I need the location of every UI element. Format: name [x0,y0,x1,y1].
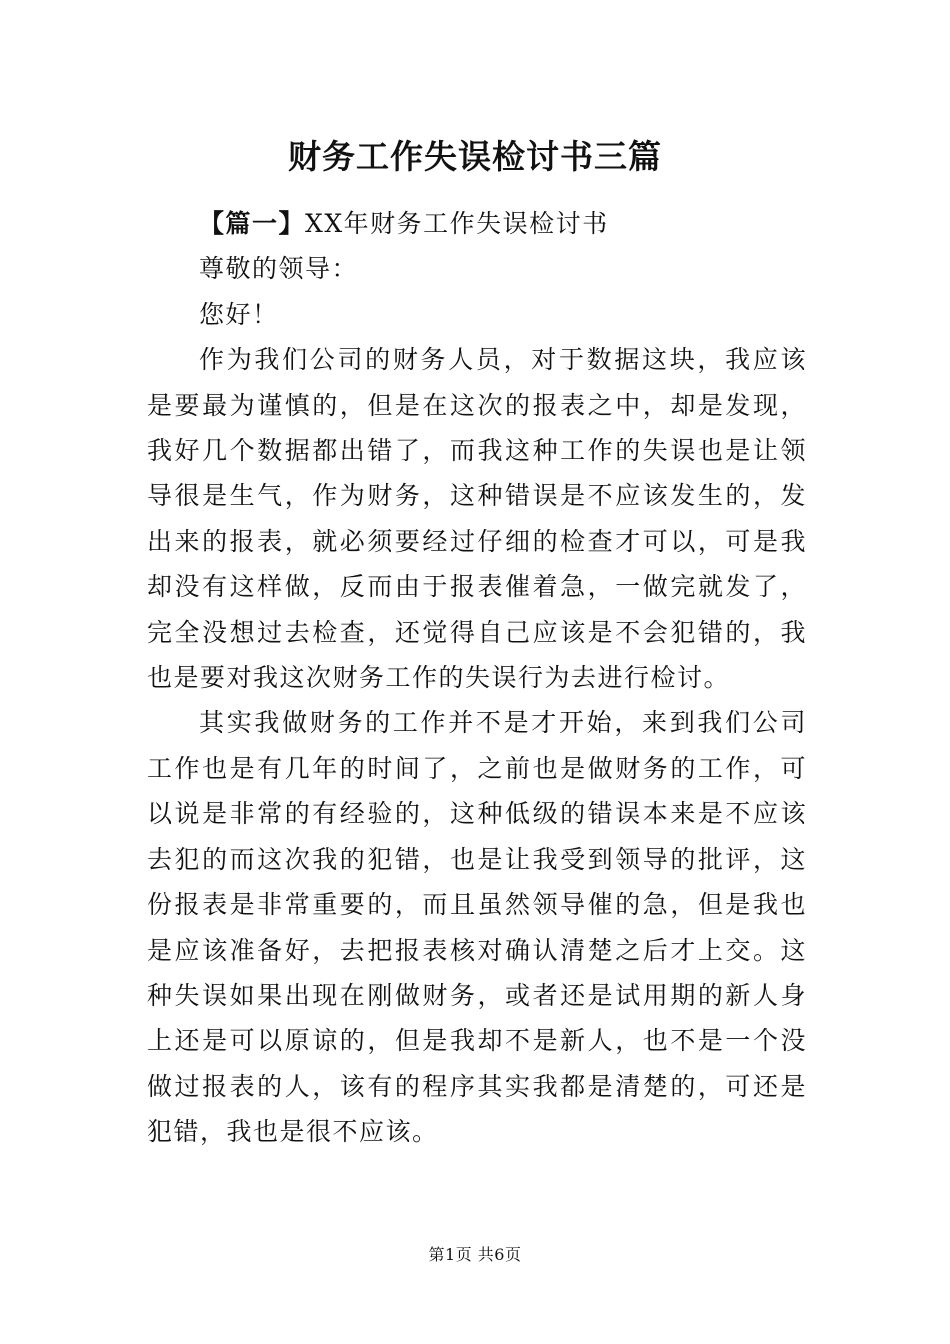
section-label: 【篇一】 [199,209,306,238]
paragraph-1: 作为我们公司的财务人员，对于数据这块，我应该是要最为谨慎的，但是在这次的报表之中，却是发现，我好几个数据都出错了，而我这种工作的失误也是让领导很是生气，作为财务，这种错误是不应该发生的，发出来的报表，就必须要经过仔细的检查才可以，可是我却没有这样做，反而由于报表催着急，一做完就发了，完全没想过去检查，还觉得自己应该是不会犯错的，我也是要对我这次财务工作的失误行为去进行检讨。 [147,345,807,693]
section-heading [147,201,807,246]
salutation: 尊敬的领导： [199,254,359,284]
paragraph-2: 其实我做财务的工作并不是才开始，来到我们公司工作也是有几年的时间了，之前也是做财务的工作，可以说是非常的有经验的，这种低级的错误本来是不应该去犯的而这次我的犯错，也是让我受到领导的批评，这份报表是非常重要的，而且虽然领导催的急，但是我也是应该准备好，去把报表核对确认清楚之后才上交。这种失误如果出现在刚做财务，或者还是试用期的新人身上还是可以原谅的，但是我却不是新人，也不是一个没做过报表的人，该有的程序其实我都是清楚的，可还是犯错，我也是很不应该。 [147,708,807,1147]
greeting: 您好！ [199,299,279,329]
document-body [147,201,807,1155]
document-title: 财务工作失误检讨书三篇 [288,137,662,176]
section-title: XX年财务工作失误检讨书 [305,209,609,238]
page-number-footer: 第1页 共6页 [428,1245,522,1264]
